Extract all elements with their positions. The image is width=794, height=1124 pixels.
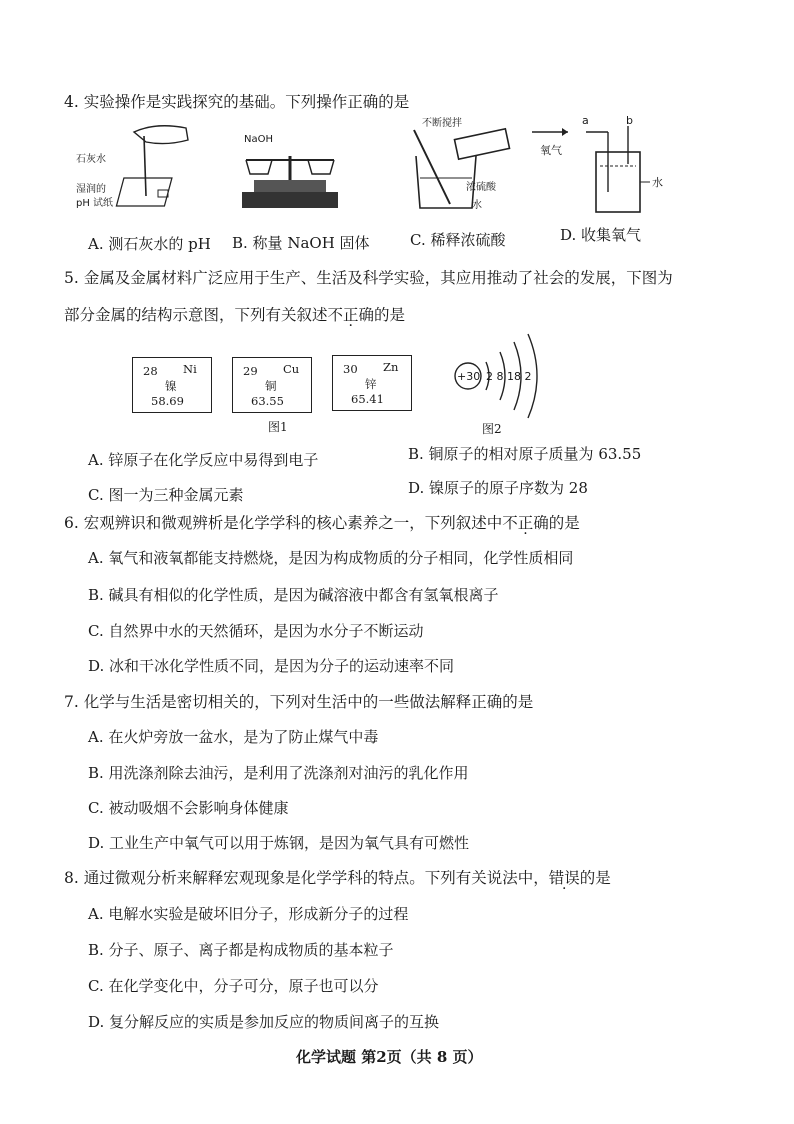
q5-stem-line1: 5. 金属及金属材料广泛应用于生产、生活及科学实验，其应用推动了社会的发展，下图为 <box>64 269 673 287</box>
fig-c-label1: 不断搅拌 <box>422 118 462 129</box>
element-card-cu: 29 Cu 铜 63.55 <box>232 357 312 413</box>
fig-a-label1: 石灰水 <box>76 154 106 165</box>
atom-structure-zn <box>450 330 560 430</box>
q5-stem-line2: 部分金属的结构示意图，下列有关叙述不正确的是 <box>64 303 405 325</box>
fig-a-label2: 湿润的 <box>76 184 106 195</box>
emphasis-wrong: 错误 <box>548 869 580 887</box>
q4-option-a: A. 测石灰水的 pH <box>88 235 211 253</box>
q7-option-a: A. 在火炉旁放一盆水，是为了防止煤气中毒 <box>88 728 379 746</box>
fig-a-label3: pH 试纸 <box>76 198 114 209</box>
emphasis-not-correct: 不正确 <box>502 514 549 532</box>
fig1-caption: 图1 <box>268 420 288 434</box>
q7-option-c: C. 被动吸烟不会影响身体健康 <box>88 799 289 817</box>
fig-d-label-a: a <box>582 114 589 127</box>
q8-option-a: A. 电解水实验是破坏旧分子，形成新分子的过程 <box>88 905 409 923</box>
q6-stem: 6. 宏观辨识和微观辨析是化学学科的核心素养之一，下列叙述中不正确的是 <box>64 511 580 533</box>
figure-dilution <box>406 116 526 214</box>
figure-gas-collect <box>530 112 670 217</box>
q8-option-b: B. 分子、原子、离子都是构成物质的基本粒子 <box>88 941 394 959</box>
q4-option-c: C. 稀释浓硫酸 <box>410 231 506 249</box>
page-footer: 化学试题 第2页（共 8 页） <box>296 1048 483 1066</box>
fig-d-label-b: b <box>626 114 633 127</box>
figure-ph-test <box>76 118 196 218</box>
q7-option-b: B. 用洗涤剂除去油污，是利用了洗涤剂对油污的乳化作用 <box>88 764 469 782</box>
atom-shells: 2 8 18 2 <box>486 370 532 383</box>
q7-option-d: D. 工业生产中氧气可以用于炼钢，是因为氧气具有可燃性 <box>88 834 470 852</box>
fig-c-label3: 水 <box>472 200 482 211</box>
q4-option-d: D. 收集氧气 <box>560 226 642 244</box>
q6-option-a: A. 氧气和液氧都能支持燃烧，是因为构成物质的分子相同，化学性质相同 <box>88 549 574 567</box>
fig-b-label: NaOH <box>244 134 273 145</box>
q8-option-d: D. 复分解反应的实质是参加反应的物质间离子的互换 <box>88 1013 440 1031</box>
q4-stem: 4. 实验操作是实践探究的基础。下列操作正确的是 <box>64 93 410 111</box>
fig-d-label-gas: 氧气 <box>540 144 562 157</box>
emphasis-not-correct: 不正确 <box>327 306 375 324</box>
q8-stem: 8. 通过微观分析来解释宏观现象是化学学科的特点。下列有关说法中，错误的是 <box>64 866 611 888</box>
q6-option-b: B. 碱具有相似的化学性质，是因为碱溶液中都含有氢氧根离子 <box>88 586 499 604</box>
q4-option-b: B. 称量 NaOH 固体 <box>232 234 370 252</box>
fig-d-label-water: 水 <box>652 176 663 189</box>
element-card-ni: 28 Ni 镍 58.69 <box>132 357 212 413</box>
q5-option-a: A. 锌原子在化学反应中易得到电子 <box>88 451 319 469</box>
q5-option-c: C. 图一为三种金属元素 <box>88 486 244 504</box>
atom-nucleus: +30 <box>457 370 481 383</box>
figure-balance <box>236 130 346 215</box>
q5-option-b: B. 铜原子的相对原子质量为 63.55 <box>408 445 642 463</box>
q6-option-d: D. 冰和干冰化学性质不同，是因为分子的运动速率不同 <box>88 657 455 675</box>
q5-option-d: D. 镍原子的原子序数为 28 <box>408 479 588 497</box>
fig2-caption: 图2 <box>482 422 502 436</box>
q7-stem: 7. 化学与生活是密切相关的，下列对生活中的一些做法解释正确的是 <box>64 693 534 711</box>
q8-option-c: C. 在化学变化中，分子可分，原子也可以分 <box>88 977 379 995</box>
fig-c-label2: 浓硫酸 <box>466 182 496 193</box>
q6-option-c: C. 自然界中水的天然循环，是因为水分子不断运动 <box>88 622 424 640</box>
element-card-zn: 30 Zn 锌 65.41 <box>332 355 412 411</box>
